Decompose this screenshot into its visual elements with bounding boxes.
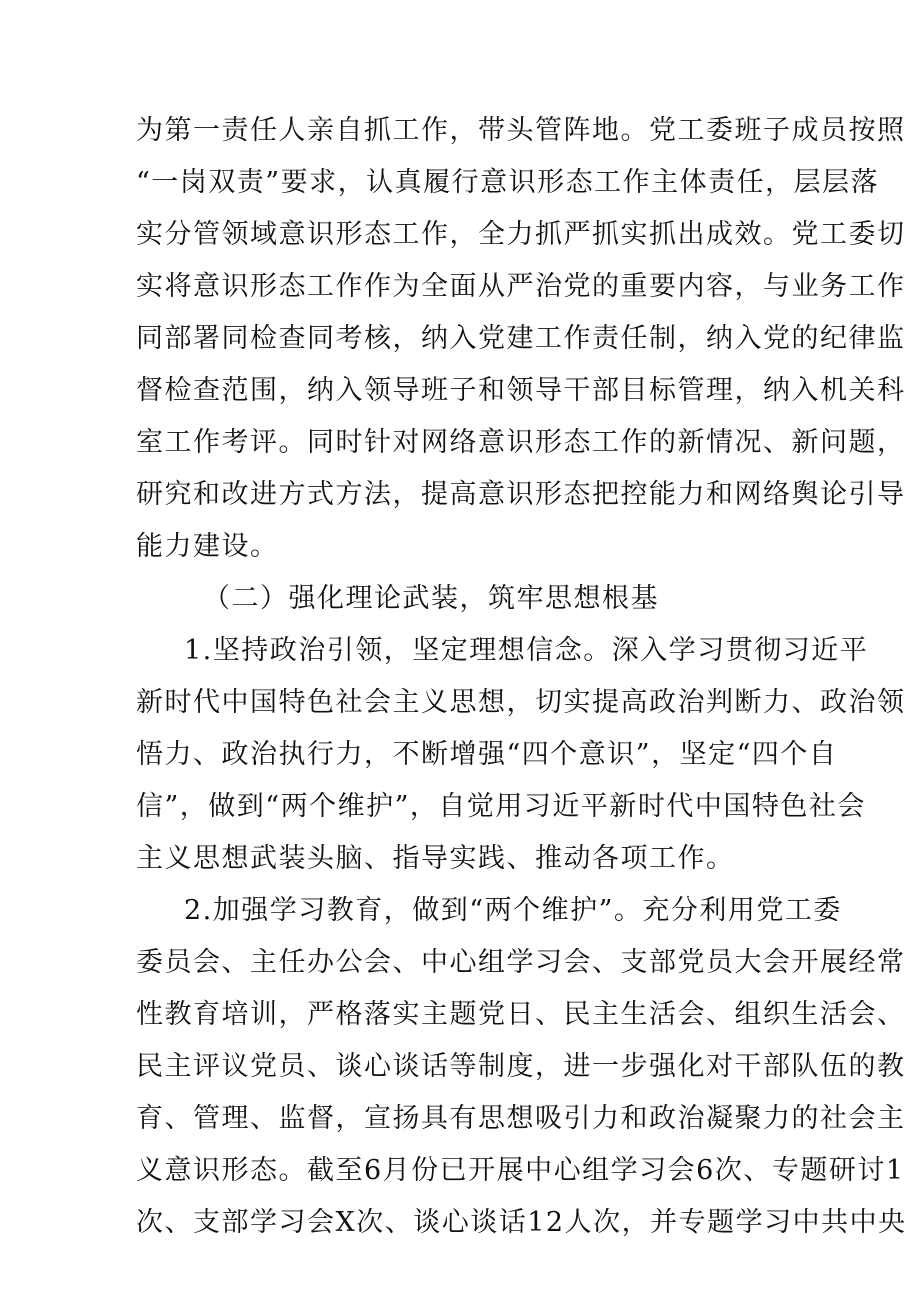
body-text-line: 研究和改进方式方法，提高意识形态把控能力和网络舆论引导 <box>136 479 906 510</box>
body-text-line: 为第一责任人亲自抓工作，带头管阵地。党工委班子成员按照 <box>136 115 906 146</box>
body-text-line: 悟力、政治执行力，不断增强“四个意识”，坚定“四个自 <box>136 739 838 770</box>
body-text-line: 委员会、主任办公会、中心组学习会、支部党员大会开展经常 <box>136 947 906 978</box>
body-text-line: 性教育培训，严格落实主题党日、民主生活会、组织生活会、 <box>136 999 906 1030</box>
body-text-line: “一岗双责”要求，认真履行意识形态工作主体责任，层层落 <box>136 167 880 198</box>
body-text-line: 实分管领域意识形态工作，全力抓严抓实抓出成效。党工委切 <box>136 219 906 250</box>
body-text-line: 次、支部学习会X次、谈心谈话12人次，并专题学习中共中央 <box>136 1207 907 1238</box>
body-text-line: 民主评议党员、谈心谈话等制度，进一步强化对干部队伍的教 <box>136 1051 906 1082</box>
body-text-line: 能力建设。 <box>136 531 279 562</box>
body-text-line: 室工作考评。同时针对网络意识形态工作的新情况、新问题， <box>136 427 906 458</box>
paragraph-first-line: 2.加强学习教育，做到“两个维护”。充分利用党工委 <box>184 895 842 926</box>
body-text-line: 督检查范围，纳入领导班子和领导干部目标管理，纳入机关科 <box>136 375 906 406</box>
body-text-line: 主义思想武装头脑、指导实践、推动各项工作。 <box>136 843 735 874</box>
body-text-line: 育、管理、监督，宣扬具有思想吸引力和政治凝聚力的社会主 <box>136 1103 906 1134</box>
section-heading: （二）强化理论武装，筑牢思想根基 <box>203 583 659 614</box>
body-text-line: 新时代中国特色社会主义思想，切实提高政治判断力、政治领 <box>136 687 906 718</box>
body-text-line: 同部署同检查同考核，纳入党建工作责任制，纳入党的纪律监 <box>136 323 906 354</box>
body-text-line: 实将意识形态工作作为全面从严治党的重要内容，与业务工作 <box>136 271 906 302</box>
body-text-line: 信”，做到“两个维护”，自觉用习近平新时代中国特色社会 <box>136 791 866 822</box>
paragraph-first-line: 1.坚持政治引领，坚定理想信念。深入学习贯彻习近平 <box>184 635 869 666</box>
body-text-line: 义意识形态。截至6月份已开展中心组学习会6次、专题研讨1 <box>136 1155 905 1186</box>
